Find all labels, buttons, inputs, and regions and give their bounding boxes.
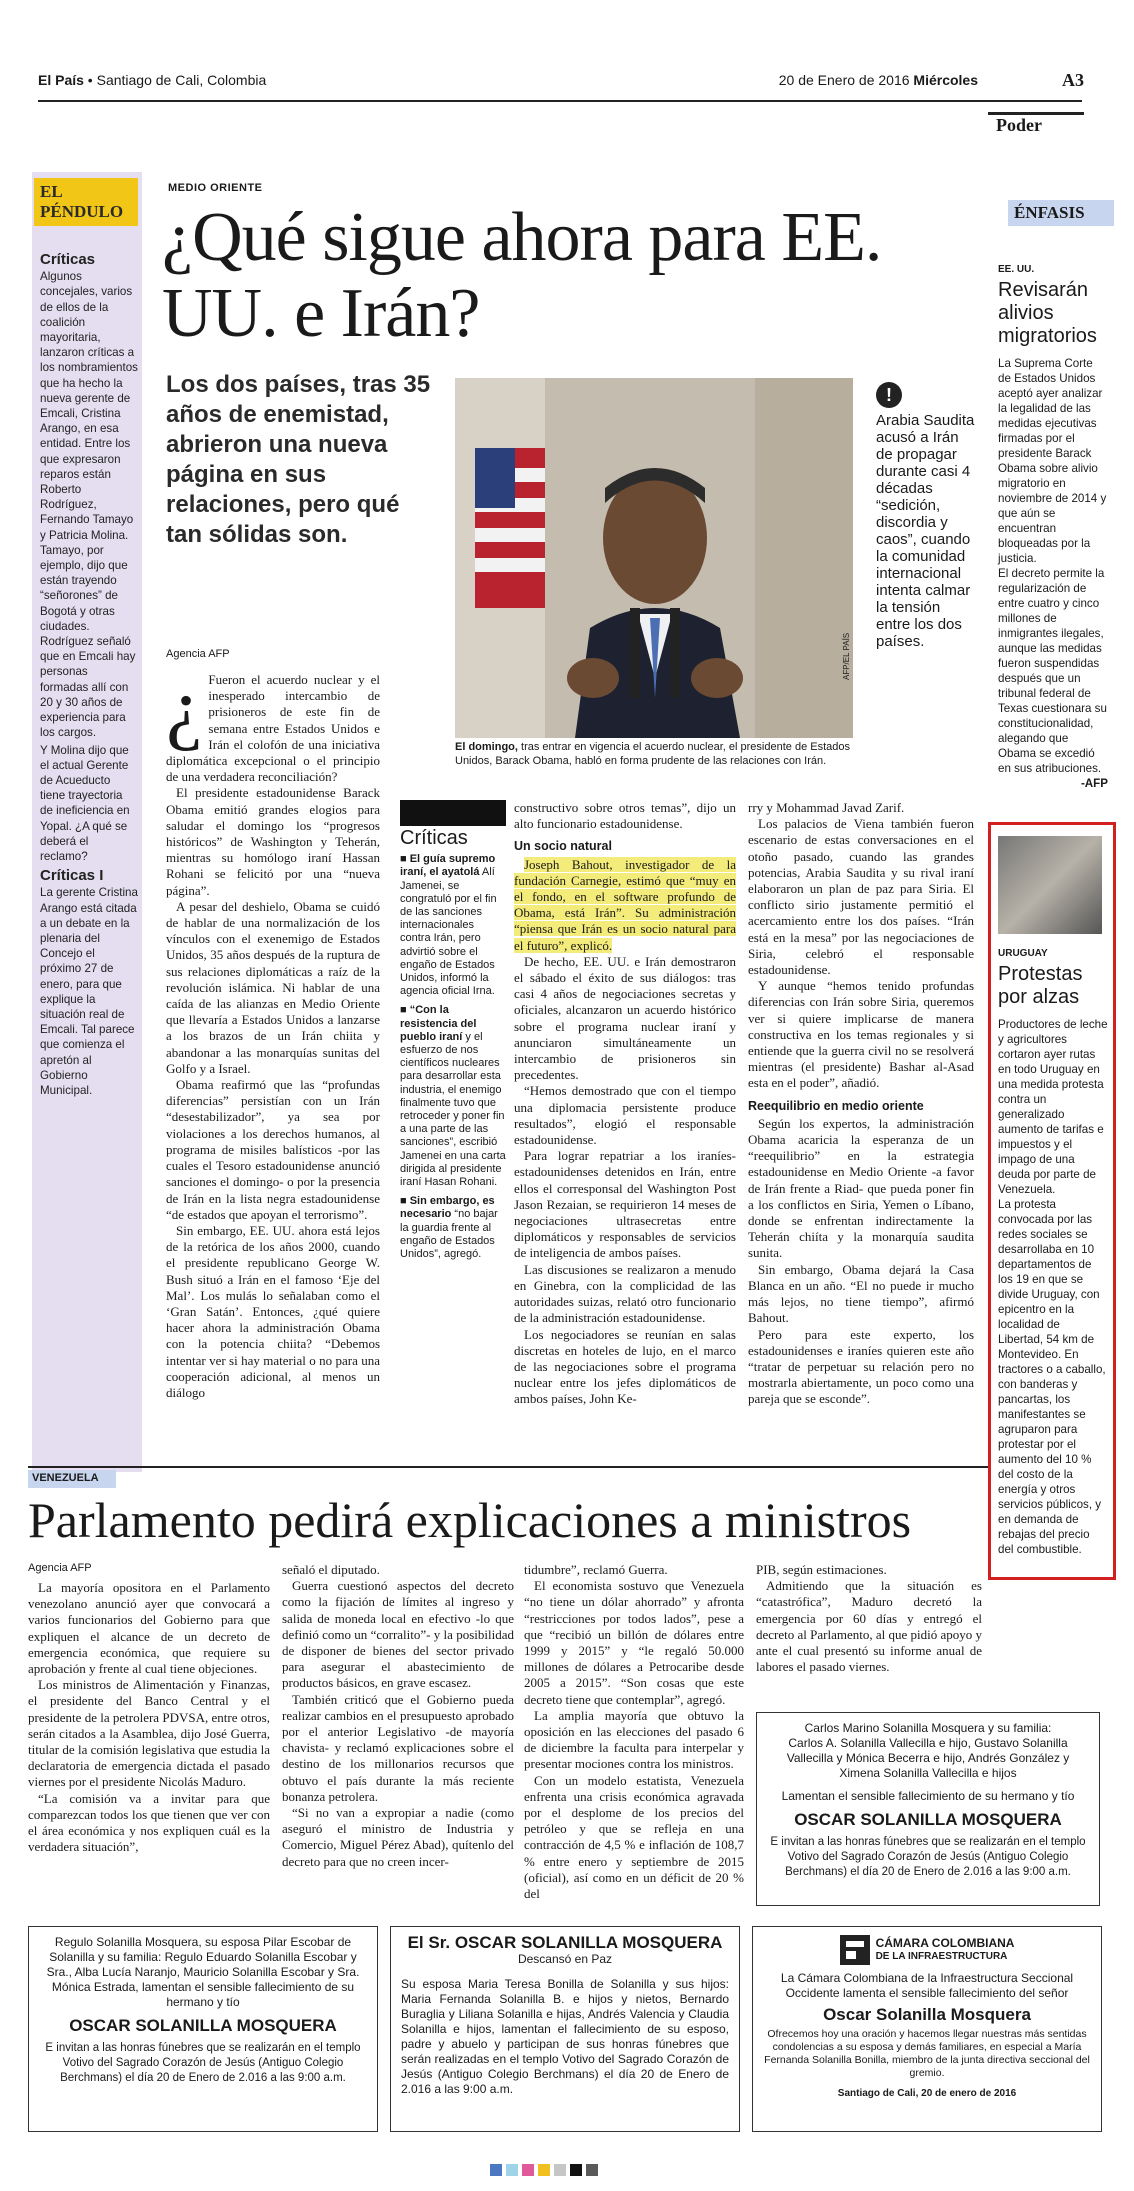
camara-logo [763,1935,1091,1965]
criticas-title: Críticas [400,827,468,849]
obituary-line: Carlos Marino Solanilla Mosquera y su familia: [804,1721,1052,1735]
obama-photo [455,378,853,738]
article-column-3 [514,800,736,1408]
criticas-item-lead: “Con la resistencia del pueblo iraní [400,1004,477,1043]
subheading-socio: Un socio natural [514,839,612,854]
article-subhead: Los dos países, tras 35 años de enemistad, abrieron una nueva página en sus relaciones, pero qué tan sólidas son. [166,371,431,548]
color-swatch [570,2164,582,2176]
camara-logo-icon [840,1935,870,1965]
subheading-reequilibrio: Reequilibrio en medio oriente [748,1098,924,1113]
pendulo-text-1: Algunos concejales, varios de ellos de la coalición mayoritaria, lanzaron críticas a los nombramientos que ha hecho la nueva gerente de Emcali, Cristina Arango, en esa entidad. Entre los que expresaron reparos están Roberto Rodríguez, Fernando Tamayo y Patricia Molina. Tamayo, por ejemplo, dijo que están trayendo “señorones” de Bogotá y otras ciudades. Rodríguez señaló que en Emcali hay personas formadas allí con 20 y 30 años de experiencia para los cargos. [40,270,138,740]
obituary-line: Lamentan el sensible fallecimiento de su hermano y tío [781,1789,1075,1803]
article-column-1 [166,661,380,1401]
pendulo-heading-1: Críticas [40,251,96,268]
obituary-line: E invitan a las honras fúnebres que se realizarán en el templo Votivo del Sagrado Corazón de Jesús (Antiguo Colegio Berchmans) el día 20 de Enero de 2.016 a las 9:00 a.m. [770,1836,1086,1878]
obituary-3 [390,1926,740,2132]
masthead-place: Santiago de Cali, Colombia [96,72,267,88]
venezuela-paragraph: señaló el diputado. [282,1562,380,1577]
venezuela-paragraph: Con un modelo estatista, Venezuela enfrenta una crisis económica agravada por el desplome de los precios del petróleo y que se refleja en una contracción de 4,5 % e inflación de 108,7 % entre enero y septiembre de 2015 (oficial), así como en un déficit de 20 % del [524,1772,744,1902]
color-swatch [506,2164,518,2176]
page-number: A3 [1062,70,1084,90]
date-text: 20 de Enero de 2016 [778,72,910,88]
uruguay-text: La protesta convocada por las redes sociales se desarrollaba en 10 departamentos de los 19 en que se divide Uruguay, con epicentro en la localidad de Libertad, 54 km de Montevideo. En tractores o a caballo, con banderas y pancartas, los manifestantes se agruparon para protestar por el aumento del 10 % del costo de la energía y otros servicios públicos, y en demanda de rebajas del precio del combustible. [998,1198,1106,1556]
camara-logo-line-2: DE LA INFRAESTRUCTURA [875,1951,1008,1962]
weekday-text: Miércoles [913,72,978,88]
pendulo-heading-2: Críticas I [40,867,104,885]
article-paragraph: Para lograr repatriar a los iraníes-estadounidenses detenidos en Irán, entre ellos el corresponsal del Washington Post Jason Rezaian, se requirieron 14 meses de negociaciones ultrasecretas entre diplomáticos y responsables de servicios de inteligencia de ambos países. [514,1148,736,1261]
obituary-line: E invitan a las honras fúnebres que se realizarán en el templo Votivo del Sagrado Corazón de Jesús (Antiguo Colegio Berchmans) el día 20 de Enero de 2.016 a las 9:00 a.m. [45,2042,361,2084]
masthead [38,72,1038,96]
section-tag: Poder [988,112,1084,142]
camara-logo-line-1: CÁMARA COLOMBIANA [875,1936,1015,1950]
criticas-item-lead: El guía supremo iraní, el ayatolá [400,853,496,879]
obituary-name: Oscar Solanilla Mosquera [823,2005,1031,2024]
venezuela-byline: Agencia AFP [28,1562,92,1574]
venezuela-rule [28,1466,988,1468]
venezuela-paragraph: La amplia mayoría que obtuvo la oposición en las elecciones del pasado 6 de diciembre la faculta para interpelar y presentar mociones contra los ministros. [524,1707,744,1772]
venezuela-paragraph: El economista sostuvo que Venezuela “no tiene un dólar ahorrado” y afronta “restricciones por todos lados”, pese a que “recibió un billón de dólares entre 1999 y 2015” y “le regaló 50.000 millones de dólares a Petrocaribe desde 2005 a 2015”. “Son cosas que este decreto tiene que contemplar”, agregó. [524,1578,744,1707]
article-paragraph: rry y Mohammad Javad Zarif. [748,800,905,815]
color-swatch [538,2164,550,2176]
color-swatch [586,2164,598,2176]
enfasis-text: El decreto permite la regularización de entre cuatro y cinco millones de inmigrantes ilegales, aunque las medidas fueron suspendidas después que un tribunal federal de Texas cuestionara su constitucionalidad, alegando que Obama se excedió en sus atribuciones. [998,567,1107,775]
venezuela-paragraph: También criticó que el Gobierno pueda realizar cambios en el presupuesto aprobado por el anterior Legislativo -de mayoría chavista- y reclamó explicaciones sobre el destino de los millonarios recursos que obtuvo el país durante la más reciente bonanza petrolera. [282,1691,514,1804]
printer-color-bar [490,2164,602,2176]
article-paragraph: constructivo sobre otros temas”, dijo un alto funcionario estadounidense. [514,800,736,832]
article-paragraph: Sin embargo, EE. UU. ahora está lejos de la retórica de los años 2000, cuando el presidente republicano George W. Bush situó a Irán en el famoso ‘Eje del Mal’. Los mulás lo señalaban como el ‘Gran Satán’. Entonces, ¿qué quiere hacer ahora la administración Obama con la potencia chiita? “Debemos intentar ver si hay material o no para una cooperación adicional, al menos un diálogo [166,1222,380,1400]
venezuela-paragraph: La mayoría opositora en el Parlamento venezolano anunció ayer que convocará a varios funcionarios del Gobierno para que expliquen el alcance de un decreto de emergencia económica, que requiere su aprobación y frente al cual tiene objeciones. [28,1580,270,1677]
criticas-box [400,800,506,1267]
criticas-item-lead: Sin embargo, es necesario [400,1195,495,1221]
article-paragraph: Las discusiones se realizaron a menudo en Ginebra, con la complicidad de las autoridades suizas, relató otro funcionario de la administración estadounidense. [514,1261,736,1326]
article-paragraph: El presidente estadounidense Barack Obama emitió grandes elogios para saludar el domingo los “progresos históricos” de Washington y Teherán, mientras su homólogo iraní Hassan Rohani se felicitó por una “nueva página”. [166,785,380,898]
obituary-4 [752,1926,1102,2132]
article-paragraph: Obama reafirmó que las “profundas diferencias” persistían con un Irán “desestabilizador”, ya sea por violaciones a los derechos humanos, al programa de misiles balísticos -por las cuales el Tesoro estadounidense anunció sanciones el domingo- o por la presencia de Irán en la lista negra estadounidense “de estados que apoyan el terrorismo”. [166,1077,380,1222]
criticas-item: ■ “Con la resistencia del pueblo iraní y el esfuerzo de nos científicos nucleares para desarrollar esta industria, el enemigo finalmente tuvo que retroceder y poner fin a una parte de las sanciones”, escribió Jamenei en una carta dirigida al presidente iraní Hasan Rohani. [400,1004,506,1189]
article-paragraph: Fueron el acuerdo nuclear y el inesperado intercambio de prisioneros de este fin de semana entre Estados Unidos e Irán el colofón de una iniciativa diplomática excepcional o el principio de una verdadera reconciliación? [166,672,380,785]
obituary-subtitle: Descansó en Paz [517,1952,613,1966]
dropcap: ¿ [166,661,203,752]
criticas-item: ■ El guía supremo iraní, el ayatolá Alí Jamenei, se congratuló por el fin de las sanciones internacionales contra Irán, pero advirtió sobre el engaño de Estados Unidos, informó la agencia oficial Irna. [400,853,497,998]
enfasis-article [998,262,1108,791]
obituary-line: Ofrecemos hoy una oración y hacemos llegar nuestras más sentidas condolencias a su esposa y demás familiares, en especial a María Fernanda Solanilla Bonilla, miembro de la junta directiva seccional del gremio. [764,2028,1090,2079]
enfasis-source: -AFP [1080,777,1108,790]
uruguay-tag: URUGUAY [998,948,1048,959]
criticas-item-text: Alí Jamenei, se congratuló por el fin de las sanciones internacionales contra Irán, pero advirtió sobre el engaño de Estados Unidos, informó la agencia oficial Irna. [400,866,497,998]
venezuela-column-4 [756,1562,982,1675]
side-quote: Arabia Saudita acusó a Irán de propagar durante casi 4 décadas “sedición, discordia y caos”, cuando la comunidad internacional intenta calmar la tensión entre los dos países. [876,412,975,650]
obituary-name: El Sr. OSCAR SOLANILLA MOSQUERA [407,1933,723,1952]
obama-photo-illustration [455,378,853,738]
venezuela-tag: VENEZUELA [28,1470,116,1488]
highlighted-text: Joseph Bahout, investigador de la fundación Carnegie, estimó que “muy en el fondo, en el software profundo de Obama, está Irán”. Su administración “piensa que Irán es un socio natural para el futuro”, explicó. [514,856,736,953]
obituary-name: OSCAR SOLANILLA MOSQUERA [794,1810,1062,1829]
criticas-item-text: “no bajar la guardia frente al engaño de Estados Unidos”, agregó. [400,1208,498,1261]
article-column-4 [748,800,974,1408]
pendulo-body [40,248,138,1100]
article-paragraph: Y aunque “hemos tenido profundas diferencias con Irán sobre Siria, queremos ver si quiere implicarse de manera constructiva en los temas regionales y si entiende que la guerra civil no se resolverá mientras (el presidente) Bashar al-Asad esta en el poder”, añadió. [748,978,974,1091]
article-paragraph: A pesar del deshielo, Obama se cuidó de hablar de una normalización de los vínculos con el exenemigo de Estados Unidos, 35 años después de la ruptura de sus relaciones diplomáticas a raíz de la revolución islámica. Ni hablar de una caída de las alianzas en Medio Oriente que llevaría a Estados Unidos a lanzarse a los brazos de un Irán chiita y abandonar a las monarquías sunitas del Golfo y a Israel. [166,898,380,1076]
uruguay-headline: Protestas por alzas [998,963,1083,1008]
obituary-line: Regulo Solanilla Mosquera, su esposa Pilar Escobar de Solanilla y su familia: Regulo Eduardo Solanilla Escobar y Sra., Alba Lucía Naranjo, Mauricio Solanilla Escobar y Sra. Mónica Estrada, lamentan el sensible fallecimiento de su hermano y tío [46,1935,360,2009]
obituary-1 [756,1712,1100,1906]
uruguay-text: Productores de leche y agricultores cortaron ayer rutas en todo Uruguay en una medida protesta contra un generalizado aumento de tarifas e impuestos y el impago de una deuda por parte de Venezuela. [998,1018,1108,1196]
venezuela-column-1 [28,1580,270,1855]
caption-text: tras entrar en vigencia el acuerdo nuclear, el presidente de Estados Unidos, Barack Obama, habló en forma prudente de las relaciones con Irán. [455,741,850,767]
article-paragraph: Pero para este experto, los estadounidenses e iraníes quieren este año “tratar de perpetuar su relación pero no mostrarla abiertamente, un poco como una pareja que se esconde”. [748,1326,974,1407]
obituary-line: La Cámara Colombiana de la Infraestructura Seccional Occidente lamenta el sensible fallecimiento del señor [780,1971,1074,2000]
enfasis-text: La Suprema Corte de Estados Unidos aceptó ayer analizar la legalidad de las medidas ejecutivas firmadas por el presidente Barack Obama sobre alivio migratorio en noviembre de 2014 y que aún se encuentran bloqueadas por la justicia. [998,357,1107,565]
article-paragraph-highlight [514,857,736,954]
venezuela-paragraph: “Si no van a expropiar a nadie (como aseguró el ministro de Industria y Comercio, Miguel Pérez Abad), quítenlo del decreto para que no creen incer- [282,1805,514,1869]
obituary-2 [28,1926,378,2132]
criticas-item-text: y el esfuerzo de nos científicos nucleares para desarrollar esta industria, el enemigo finalmente tuvo que retroceder y poner fin a una parte de las sanciones”, escribió Jamenei en una carta dirigida al presidente iraní Hasan Rohani. [400,1030,506,1189]
venezuela-headline: Parlamento pedirá explicaciones a ministros [28,1492,912,1548]
venezuela-paragraph: PIB, según estimaciones. [756,1562,887,1577]
color-swatch [554,2164,566,2176]
photo-credit: AFP/EL PAÍS [842,632,851,680]
masthead-date [779,72,978,88]
criticas-bar [400,800,506,826]
enfasis-headline: Revisarán alivios migratorios [998,279,1097,347]
article-headline: ¿Qué sigue ahora para EE. UU. e Irán? [162,199,882,352]
venezuela-paragraph: Los ministros de Alimentación y Finanzas, el presidente del Banco Central y el presidente de la petrolera PDVSA, entre otros, serán citados a la Asamblea, dijo José Guerra, titular de la comisión legislativa que estudia la declaratoria de emergencia dictada el pasado viernes por el presidente Nicolás Maduro. [28,1677,270,1790]
caption-lead: El domingo, [455,741,518,753]
protest-photo [998,836,1102,934]
pendulo-text-2: Y Molina dijo que el actual Gerente de Acueducto tiene trayectoria de ineficiencia en Yopal. ¿A qué se deberá el reclamo? [40,743,130,863]
venezuela-column-3 [524,1562,744,1902]
article-paragraph: De hecho, EE. UU. e Irán demostraron el sábado el éxito de sus diálogos: tras casi 4 años de negociaciones secretas y oficiales, alcanzaron un acuerdo histórico sobre el programa nuclear iraní y anunciaron simultáneamente un intercambio de prisioneros sin precedentes. [514,953,736,1083]
enfasis-tag: EE. UU. [998,264,1035,275]
uruguay-article [998,946,1108,1557]
article-paragraph: “Hemos demostrado que con el tiempo una diplomacia persistente produce resultados”, elogió el responsable estadounidense. [514,1083,736,1148]
venezuela-paragraph: Guerra cuestionó aspectos del decreto como la fijación de límites al ingreso y salida de moneda local en efectivo -lo que definió como un “corralito”- y la posibilidad de disponer de bienes del sector privado para asegurar el abastecimiento de productos básicos, en grave escasez. [282,1578,514,1691]
enfasis-title: ÉNFASIS [1008,200,1114,226]
color-swatch [522,2164,534,2176]
article-byline: Agencia AFP [166,648,230,660]
masthead-left [38,72,266,88]
header-rule [38,100,1082,102]
article-kicker: MEDIO ORIENTE [168,182,263,194]
article-paragraph: Sin embargo, Obama dejará la Casa Blanca en un año. “El no puede ir mucho más lejos, no tiene tiempo”, afirmó Bahout. [748,1261,974,1326]
venezuela-paragraph: “La comisión va a invitar para que comparezcan todos los que tienen que ver con el área económica y nos expliquen cuál es la verdadera situación”, [28,1790,270,1855]
article-paragraph: Según los expertos, la administración Obama acaricia la esperanza de un “reequilibrio” en la estrategia estadounidense en Medio Oriente -a favor de Irán frente a Riad- que pueda poner fin a los conflictos en Siria, Yemen o Líbano, donde se enfrentan indirectamente la Teherán chiíta y la monarquía saudita sunita. [748,1115,974,1261]
flag-illustration [475,448,545,608]
criticas-item: ■ Sin embargo, es necesario “no bajar la guardia frente al engaño de Estados Unidos”, agregó. [400,1195,498,1261]
article-paragraph: Los negociadores se reunían en salas discretas en hoteles de lujo, en el marco de las negociaciones sobre el programa nuclear entre los jefes diplomáticos de ambos países, John Ke- [514,1326,736,1407]
color-swatch [490,2164,502,2176]
pendulo-title: EL PÉNDULO [34,178,138,226]
exclamation-icon: ! [876,382,902,408]
obituary-line: Carlos A. Solanilla Vallecilla e hijo, Gustavo Solanilla Vallecilla y Mónica Becerra e hijo, Andrés González y Ximena Solanilla Vallecilla e hijos [786,1736,1070,1780]
photo-caption [455,740,855,768]
venezuela-paragraph: tidumbre”, reclamó Guerra. [524,1562,668,1577]
pendulo-text-3: La gerente Cristina Arango está citada a un debate en la plenaria del Concejo el próximo 27 de enero, para que explique la situación real de Emcali. Tal parece que comienza el apretón al Gobierno Municipal. [40,886,138,1097]
article-paragraph: Los palacios de Viena también fueron escenario de estas conversaciones en el otoño pasado, cuando las grandes potencias, Arabia Saudita y su rival iraní elaboraron un plan de paz para Siria. El conflicto sirio justamente permitió el acercamiento entre los dos países. “Irán está en la mesa” por las negociaciones de Siria, celebró el responsable estadounidense. [748,816,974,978]
venezuela-paragraph: Admitiendo que la situación es “catastrófica”, Maduro decretó la emergencia por 60 días y entregó el decreto al Parlamento, al que pidió apoyo y ante el cual presentó su informe anual de labores el pasado viernes. [756,1578,982,1675]
venezuela-column-2 [282,1562,514,1870]
paper-name: El País [38,72,84,88]
obituary-date: Santiago de Cali, 20 de enero de 2016 [837,2088,1017,2099]
obituary-name: OSCAR SOLANILLA MOSQUERA [69,2016,337,2035]
masthead-sep: • [83,72,97,88]
obituary-line: Su esposa Maria Teresa Bonilla de Solanilla y sus hijos: Maria Fernanda Solanilla B. e hijos y nietos, Bernardo Buraglia y Liliana Solanilla e hijas, Andrés Valencia y Claudia Solanilla e hijos, lamentan el fallecimiento de su esposo, padre y abuelo y participan de sus honras fúnebres que serán realizadas en el templo Votivo del Sagrado Corazón de Jesús (Antiguo Colegio Berchmans) el día 20 de Enero de 2.016 a las 9:00 a.m. [401,1977,729,2096]
